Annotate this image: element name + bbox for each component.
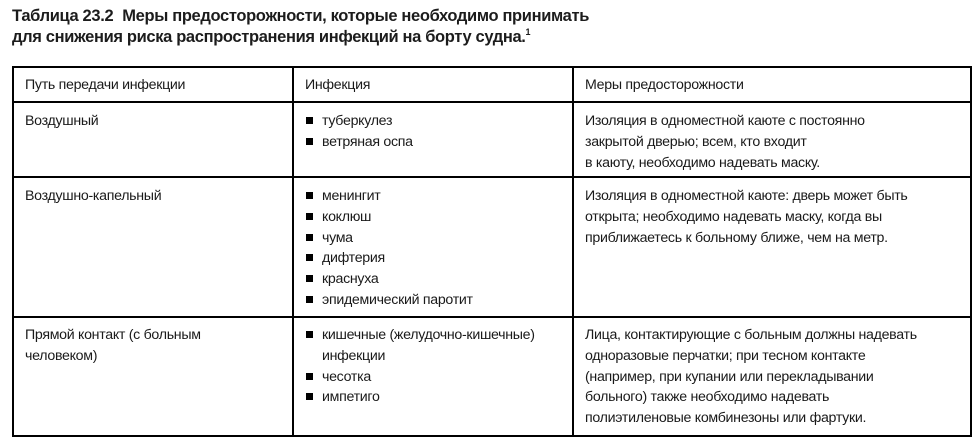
infection-list (305, 111, 562, 153)
bullet-square-icon (306, 393, 313, 400)
bullet-square-icon (306, 117, 313, 124)
list-item: эпидемический паротит (305, 290, 562, 311)
table-number: Таблица 23.2 (12, 7, 114, 25)
list-item: менингит (305, 186, 562, 207)
list-item: чума (305, 228, 562, 249)
bullet-square-icon (306, 234, 313, 241)
caption-line-2 (12, 27, 589, 48)
precautions-cell: Лица, контактирующие с больным должны надевать одноразовые перчатки; при тесном контакте (например, при купании или перекладывании больного) также необходимо надевать полиэтиленовые комбинезоны или фартуки. (573, 317, 971, 436)
infection-list (305, 186, 562, 311)
list-item: чесотка (305, 367, 562, 388)
bullet-square-icon (306, 138, 313, 145)
bullet-square-icon (306, 192, 313, 199)
infection-cell (293, 102, 573, 177)
header-precautions: Меры предосторожности (573, 67, 971, 102)
caption-line-1 (12, 6, 589, 27)
infection-list (305, 325, 562, 408)
precautions-cell: Изоляция в одноместной каюте: дверь может быть открыта; необходимо надевать маску, когда вы приближаетесь к больному ближе, чем на метр. (573, 177, 971, 317)
infection-cell (293, 177, 573, 317)
precautions-table (12, 66, 972, 437)
bullet-square-icon (306, 213, 313, 220)
route-cell: Прямой контакт (с больным человеком) (13, 317, 293, 436)
bullet-square-icon (306, 275, 313, 282)
header-infection: Инфекция (293, 67, 573, 102)
route-cell: Воздушно-капельный (13, 177, 293, 317)
caption-title-line-1: Меры предосторожности, которые необходимо принимать (122, 7, 589, 25)
list-item: туберкулез (305, 111, 562, 132)
bullet-square-icon (306, 373, 313, 380)
list-item: коклюш (305, 207, 562, 228)
precautions-cell: Изоляция в одноместной каюте с постоянно закрытой дверью; всем, кто входит в каюту, необходимо надевать маску. (573, 102, 971, 177)
list-item: кишечные (желудочно-кишечные) инфекции (305, 325, 562, 367)
caption-title-line-2: для снижения риска распространения инфекций на борту судна. (12, 28, 526, 46)
list-item: краснуха (305, 269, 562, 290)
bullet-square-icon (306, 296, 313, 303)
route-cell: Воздушный (13, 102, 293, 177)
footnote-mark[interactable]: 1 (525, 27, 531, 37)
bullet-square-icon (306, 331, 313, 338)
header-route: Путь передачи инфекции (13, 67, 293, 102)
table-row (13, 317, 971, 436)
table-caption (12, 6, 589, 48)
table-row (13, 177, 971, 317)
infection-cell (293, 317, 573, 436)
list-item: ветряная оспа (305, 132, 562, 153)
list-item: дифтерия (305, 248, 562, 269)
bullet-square-icon (306, 254, 313, 261)
table-row (13, 102, 971, 177)
table-header-row (13, 67, 971, 102)
list-item: импетиго (305, 387, 562, 408)
